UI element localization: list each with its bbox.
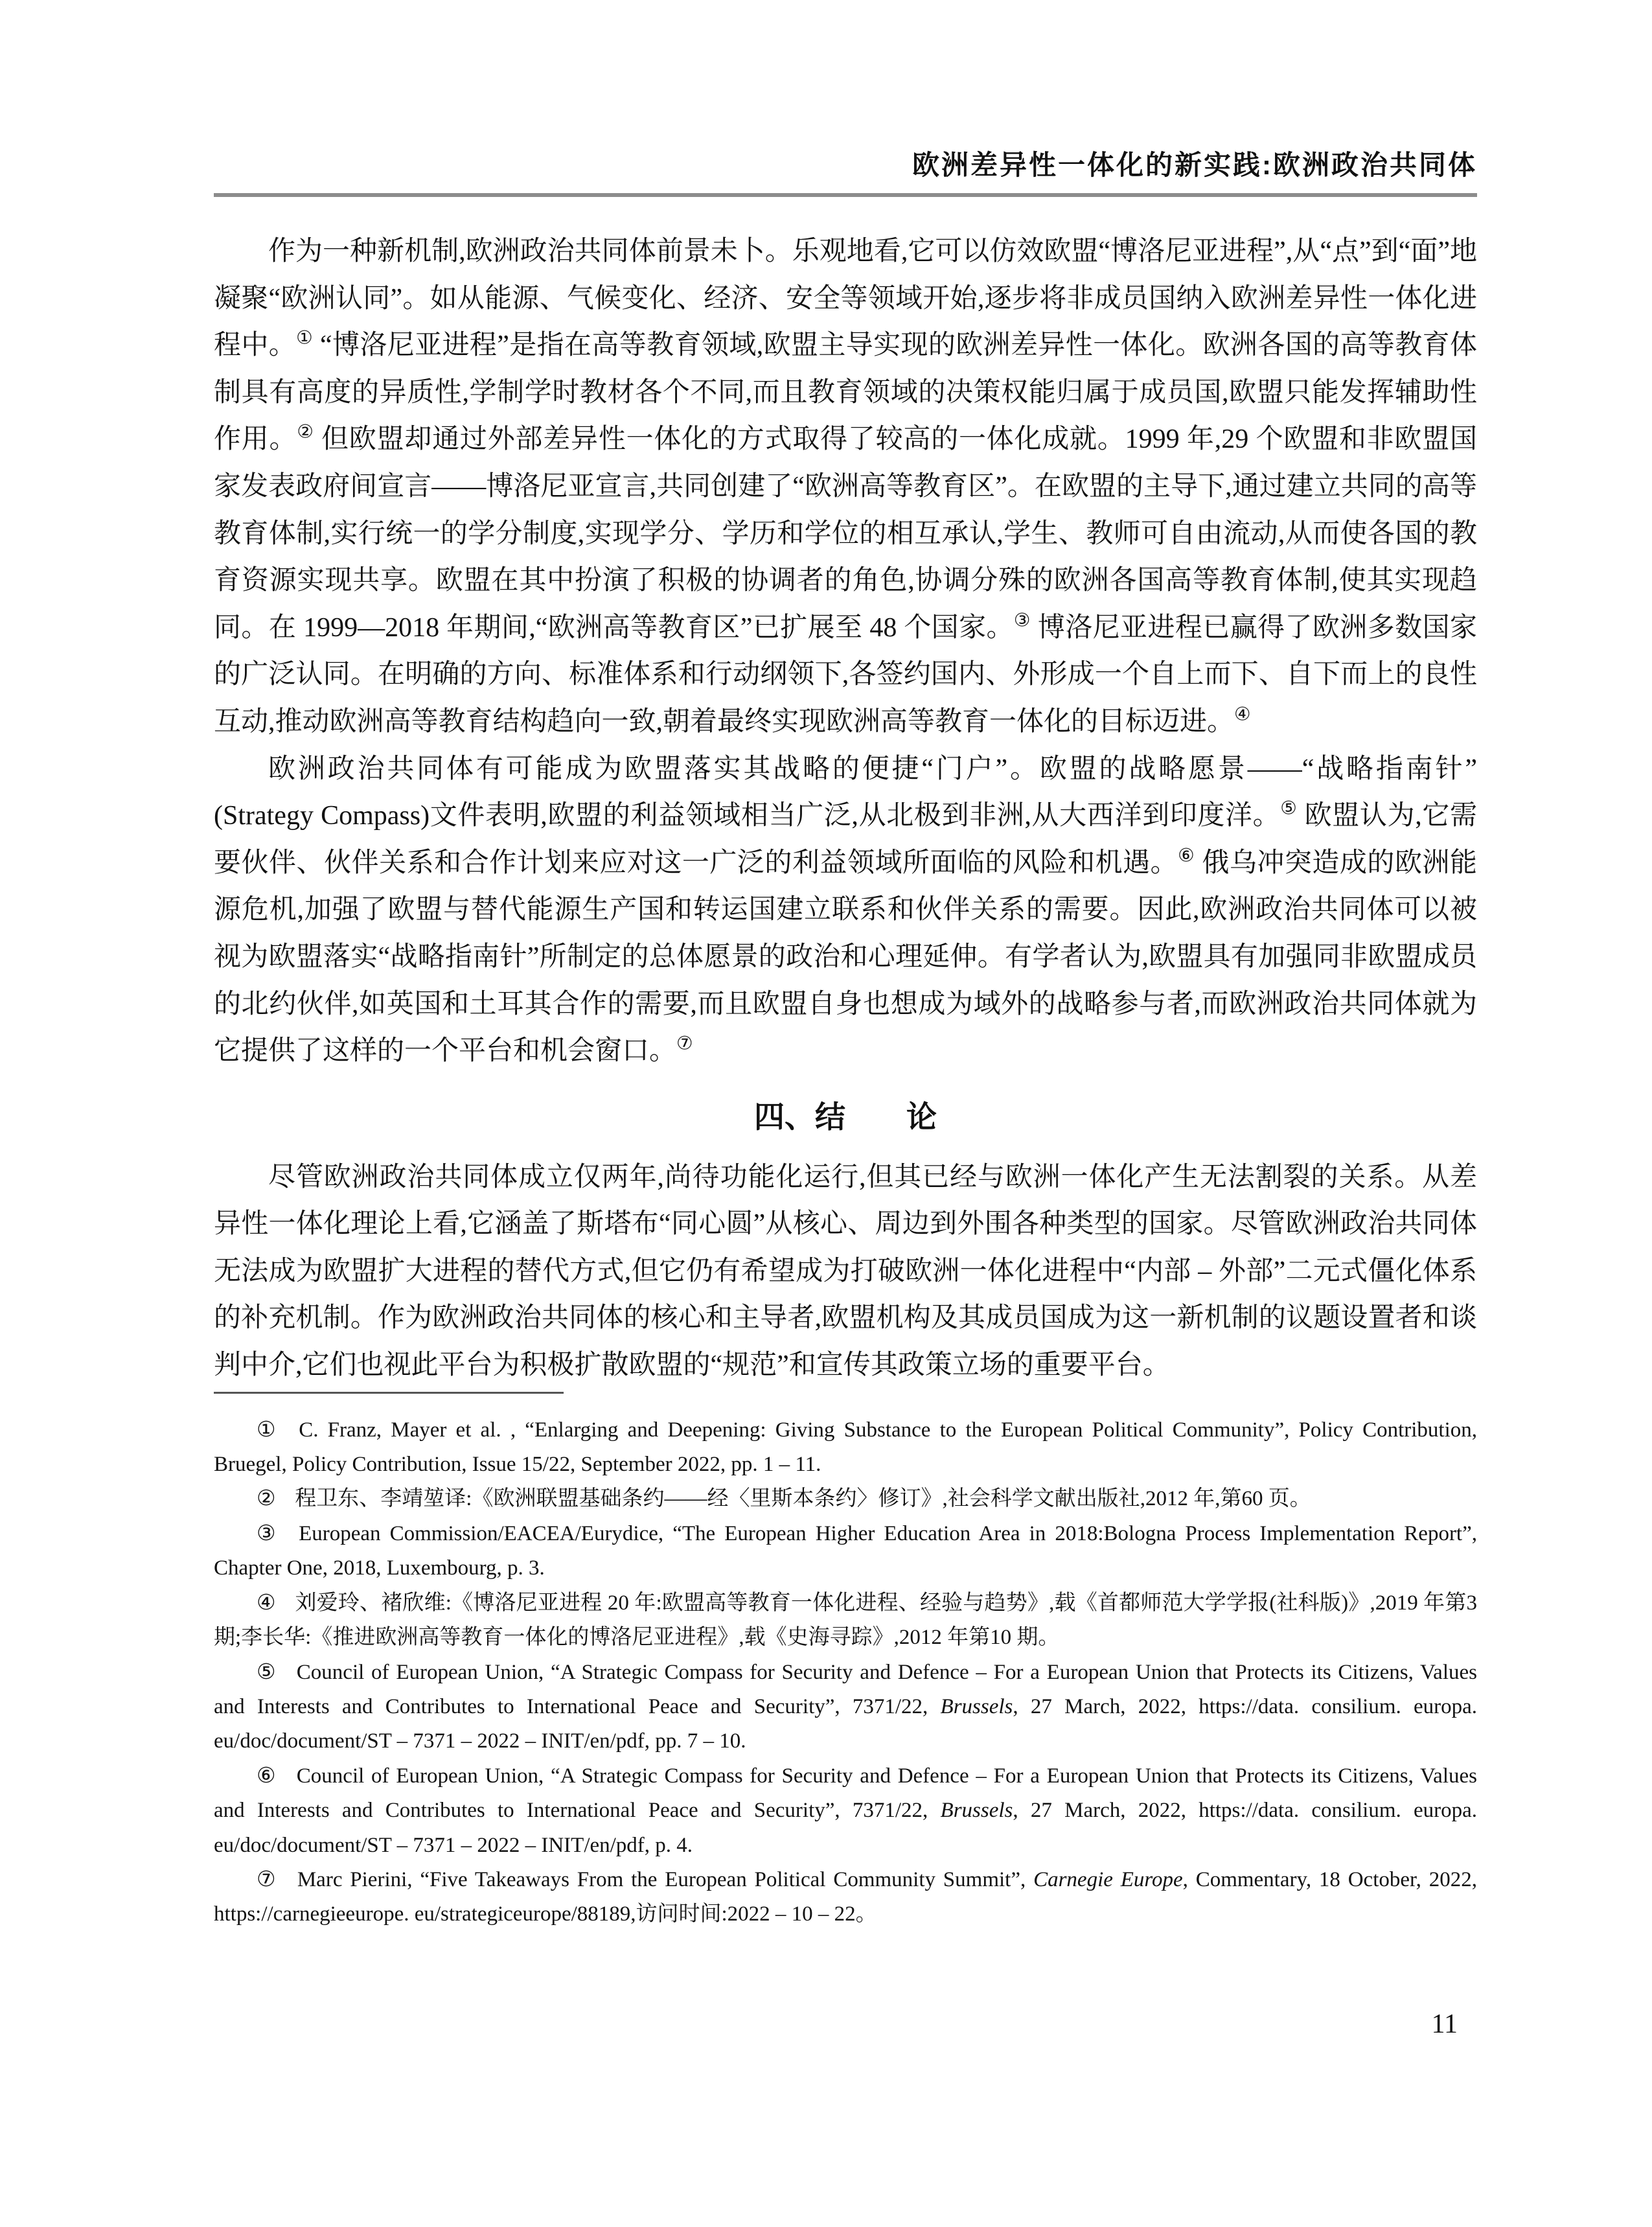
footnote-item	[214, 1482, 1477, 1516]
section-heading-conclusion: 四、结 论	[754, 1099, 937, 1134]
conclusion-section	[214, 1154, 1477, 1389]
footnote-ref: ⑤	[1280, 798, 1298, 819]
footnote-ref: ①	[296, 328, 314, 349]
footnote-text: , Commentary, 18 October, 2022, https://carnegieeurope. eu/strategiceurope/88189,访问时间:2022 – 10 – 22。	[214, 1867, 1477, 1926]
footnote-text-italic: Brussels	[940, 1799, 1013, 1823]
footnote-text: C. Franz, Mayer et al. , “Enlarging and Deepening: Giving Substance to the European Political Community”, Policy Contribution, Bruegel, Policy Contribution, Issue 15/22, September 2022, pp. 1 – 11.	[214, 1418, 1477, 1477]
paragraph-text: 尽管欧洲政治共同体成立仅两年,尚待功能化运行,但其已经与欧洲一体化产生无法割裂的关系。从差异性一体化理论上看,它涵盖了斯塔布“同心圆”从核心、周边到外围各种类型的国家。尽管欧洲政治共同体无法成为欧盟扩大进程的替代方式,但它仍有希望成为打破欧洲一体化进程中“内部 – 外部”二元式僵化体系的补充机制。作为欧洲政治共同体的核心和主导者,欧盟机构及其成员国成为这一新机制的议题设置者和谈判中介,它们也视此平台为积极扩散欧盟的“规范”和宣传其政策立场的重要平台。	[214, 1162, 1477, 1381]
footnote-ref: ③	[1013, 610, 1031, 631]
article-body	[214, 228, 1477, 1932]
footnote-marker: ④	[257, 1591, 276, 1615]
footnote-marker: ⑤	[257, 1660, 278, 1684]
footnote-text: Marc Pierini, “Five Takeaways From the European Political Community Summit”,	[297, 1867, 1034, 1891]
paragraph-text: 欧洲政治共同体有可能成为欧盟落实其战略的便捷“门户”。欧盟的战略愿景——“战略指南针”(Strategy Compass)文件表明,欧盟的利益领域相当广泛,从北极到非洲,从大西洋到印度洋。	[214, 754, 1477, 831]
footnote-ref: ②	[297, 422, 314, 443]
body-paragraph	[214, 1154, 1477, 1389]
running-head-title: 欧洲差异性一体化的新实践:欧洲政治共同体	[912, 150, 1477, 180]
footnote-item	[214, 1759, 1477, 1863]
footnote-marker: ⑥	[257, 1764, 278, 1788]
footnote-text: Council of European Union, “A Strategic Compass for Security and Defence – For a European Union that Protects its Citizens, Values and Interests and Contributes to International Peace and Security”, 7371/22,	[214, 1764, 1477, 1823]
footnote-item	[214, 1586, 1477, 1656]
footnotes-section	[214, 1413, 1477, 1932]
footnote-ref: ⑦	[676, 1033, 693, 1054]
footnote-text-italic: Brussels	[940, 1694, 1013, 1718]
paragraph-text: 博洛尼亚进程已赢得了欧洲多数国家的广泛认同。在明确的方向、标准体系和行动纲领下,各签约国内、外形成一个自上而下、自下而上的良性互动,推动欧洲高等教育结构趋向一致,朝着最终实现欧洲高等教育一体化的目标迈进。	[214, 612, 1477, 737]
footnote-text: European Commission/EACEA/Eurydice, “The European Higher Education Area in 2018:Bologna Process Implementation Report”, Chapter One, 2018, Luxembourg, p. 3.	[214, 1521, 1477, 1580]
paragraph-text: 但欧盟却通过外部差异性一体化的方式取得了较高的一体化成就。1999 年,29 个欧盟和非欧盟国家发表政府间宣言——博洛尼亚宣言,共同创建了“欧洲高等教育区”。在欧盟的主导下,通过建立共同的高等教育体制,实行统一的学分制度,实现学分、学历和学位的相互承认,学生、教师可自由流动,从而使各国的教育资源实现共享。欧盟在其中扮演了积极的协调者的角色,协调分殊的欧洲各国高等教育体制,使其实现趋同。在 1999—2018 年期间,“欧洲高等教育区”已扩展至 48 个国家。	[214, 424, 1477, 643]
footnote-marker: ①	[257, 1418, 280, 1442]
footnote-divider	[214, 1392, 564, 1394]
body-paragraph	[214, 228, 1477, 746]
footnote-text: Council of European Union, “A Strategic Compass for Security and Defence – For a European Union that Protects its Citizens, Values and Interests and Contributes to International Peace and Security”, 7371/22,	[214, 1660, 1477, 1718]
footnote-marker: ③	[257, 1521, 280, 1545]
footnote-text: 程卫东、李靖堃译:《欧洲联盟基础条约——经〈里斯本条约〉修订》,社会科学文献出版社,2012 年,第60 页。	[295, 1487, 1311, 1511]
paragraph-text: “博洛尼亚进程”是指在高等教育领域,欧盟主导实现的欧洲差异性一体化。欧洲各国的高等教育体制具有高度的异质性,学制学时教材各个不同,而且教育领域的决策权能归属于成员国,欧盟只能发挥辅助性作用。	[214, 330, 1477, 455]
footnote-item	[214, 1656, 1477, 1759]
header-rule	[214, 193, 1477, 197]
footnote-marker: ②	[257, 1487, 276, 1511]
paragraph-text: 欧盟认为,它需要伙伴、伙伴关系和合作计划来应对这一广泛的利益领域所面临的风险和机遇。	[214, 801, 1477, 878]
footnote-ref: ⑥	[1178, 846, 1195, 866]
footnote-item	[214, 1517, 1477, 1586]
footnote-text: , 27 March, 2022, https://data. consilium. europa. eu/doc/document/ST – 7371 – 2022 – INIT/en/pdf, p. 4.	[214, 1799, 1477, 1857]
footnote-marker: ⑦	[257, 1867, 279, 1891]
body-paragraph	[214, 746, 1477, 1075]
footnote-text: 刘爱玲、褚欣维:《博洛尼亚进程 20 年:欧盟高等教育一体化进程、经验与趋势》,载《首都师范大学学报(社科版)》,2019 年第3 期;李长华:《推进欧洲高等教育一体化的博洛尼亚进程》,载《史海寻踪》,2012 年第10 期。	[214, 1591, 1477, 1650]
footnote-ref: ④	[1234, 704, 1251, 725]
footnote-text-italic: Carnegie Europe	[1033, 1867, 1183, 1891]
footnote-item	[214, 1863, 1477, 1932]
paragraph-text: 作为一种新机制,欧洲政治共同体前景未卜。乐观地看,它可以仿效欧盟“博洛尼亚进程”,从“点”到“面”地凝聚“欧洲认同”。如从能源、气候变化、经济、安全等领域开始,逐步将非成员国纳入欧洲差异性一体化进程中。	[214, 237, 1477, 361]
footnote-text: , 27 March, 2022, https://data. consilium. europa. eu/doc/document/ST – 7371 – 2022 – INIT/en/pdf, pp. 7 – 10.	[214, 1694, 1477, 1753]
paragraph-text: 俄乌冲突造成的欧洲能源危机,加强了欧盟与替代能源生产国和转运国建立联系和伙伴关系的需要。因此,欧洲政治共同体可以被视为欧盟落实“战略指南针”所制定的总体愿景的政治和心理延伸。有学者认为,欧盟具有加强同非欧盟成员的北约伙伴,如英国和土耳其合作的需要,而且欧盟自身也想成为域外的战略参与者,而欧洲政治共同体就为它提供了这样的一个平台和机会窗口。	[214, 848, 1477, 1067]
intro-section	[214, 228, 1477, 1075]
page-number: 11	[1431, 2009, 1458, 2039]
footnote-item	[214, 1413, 1477, 1483]
